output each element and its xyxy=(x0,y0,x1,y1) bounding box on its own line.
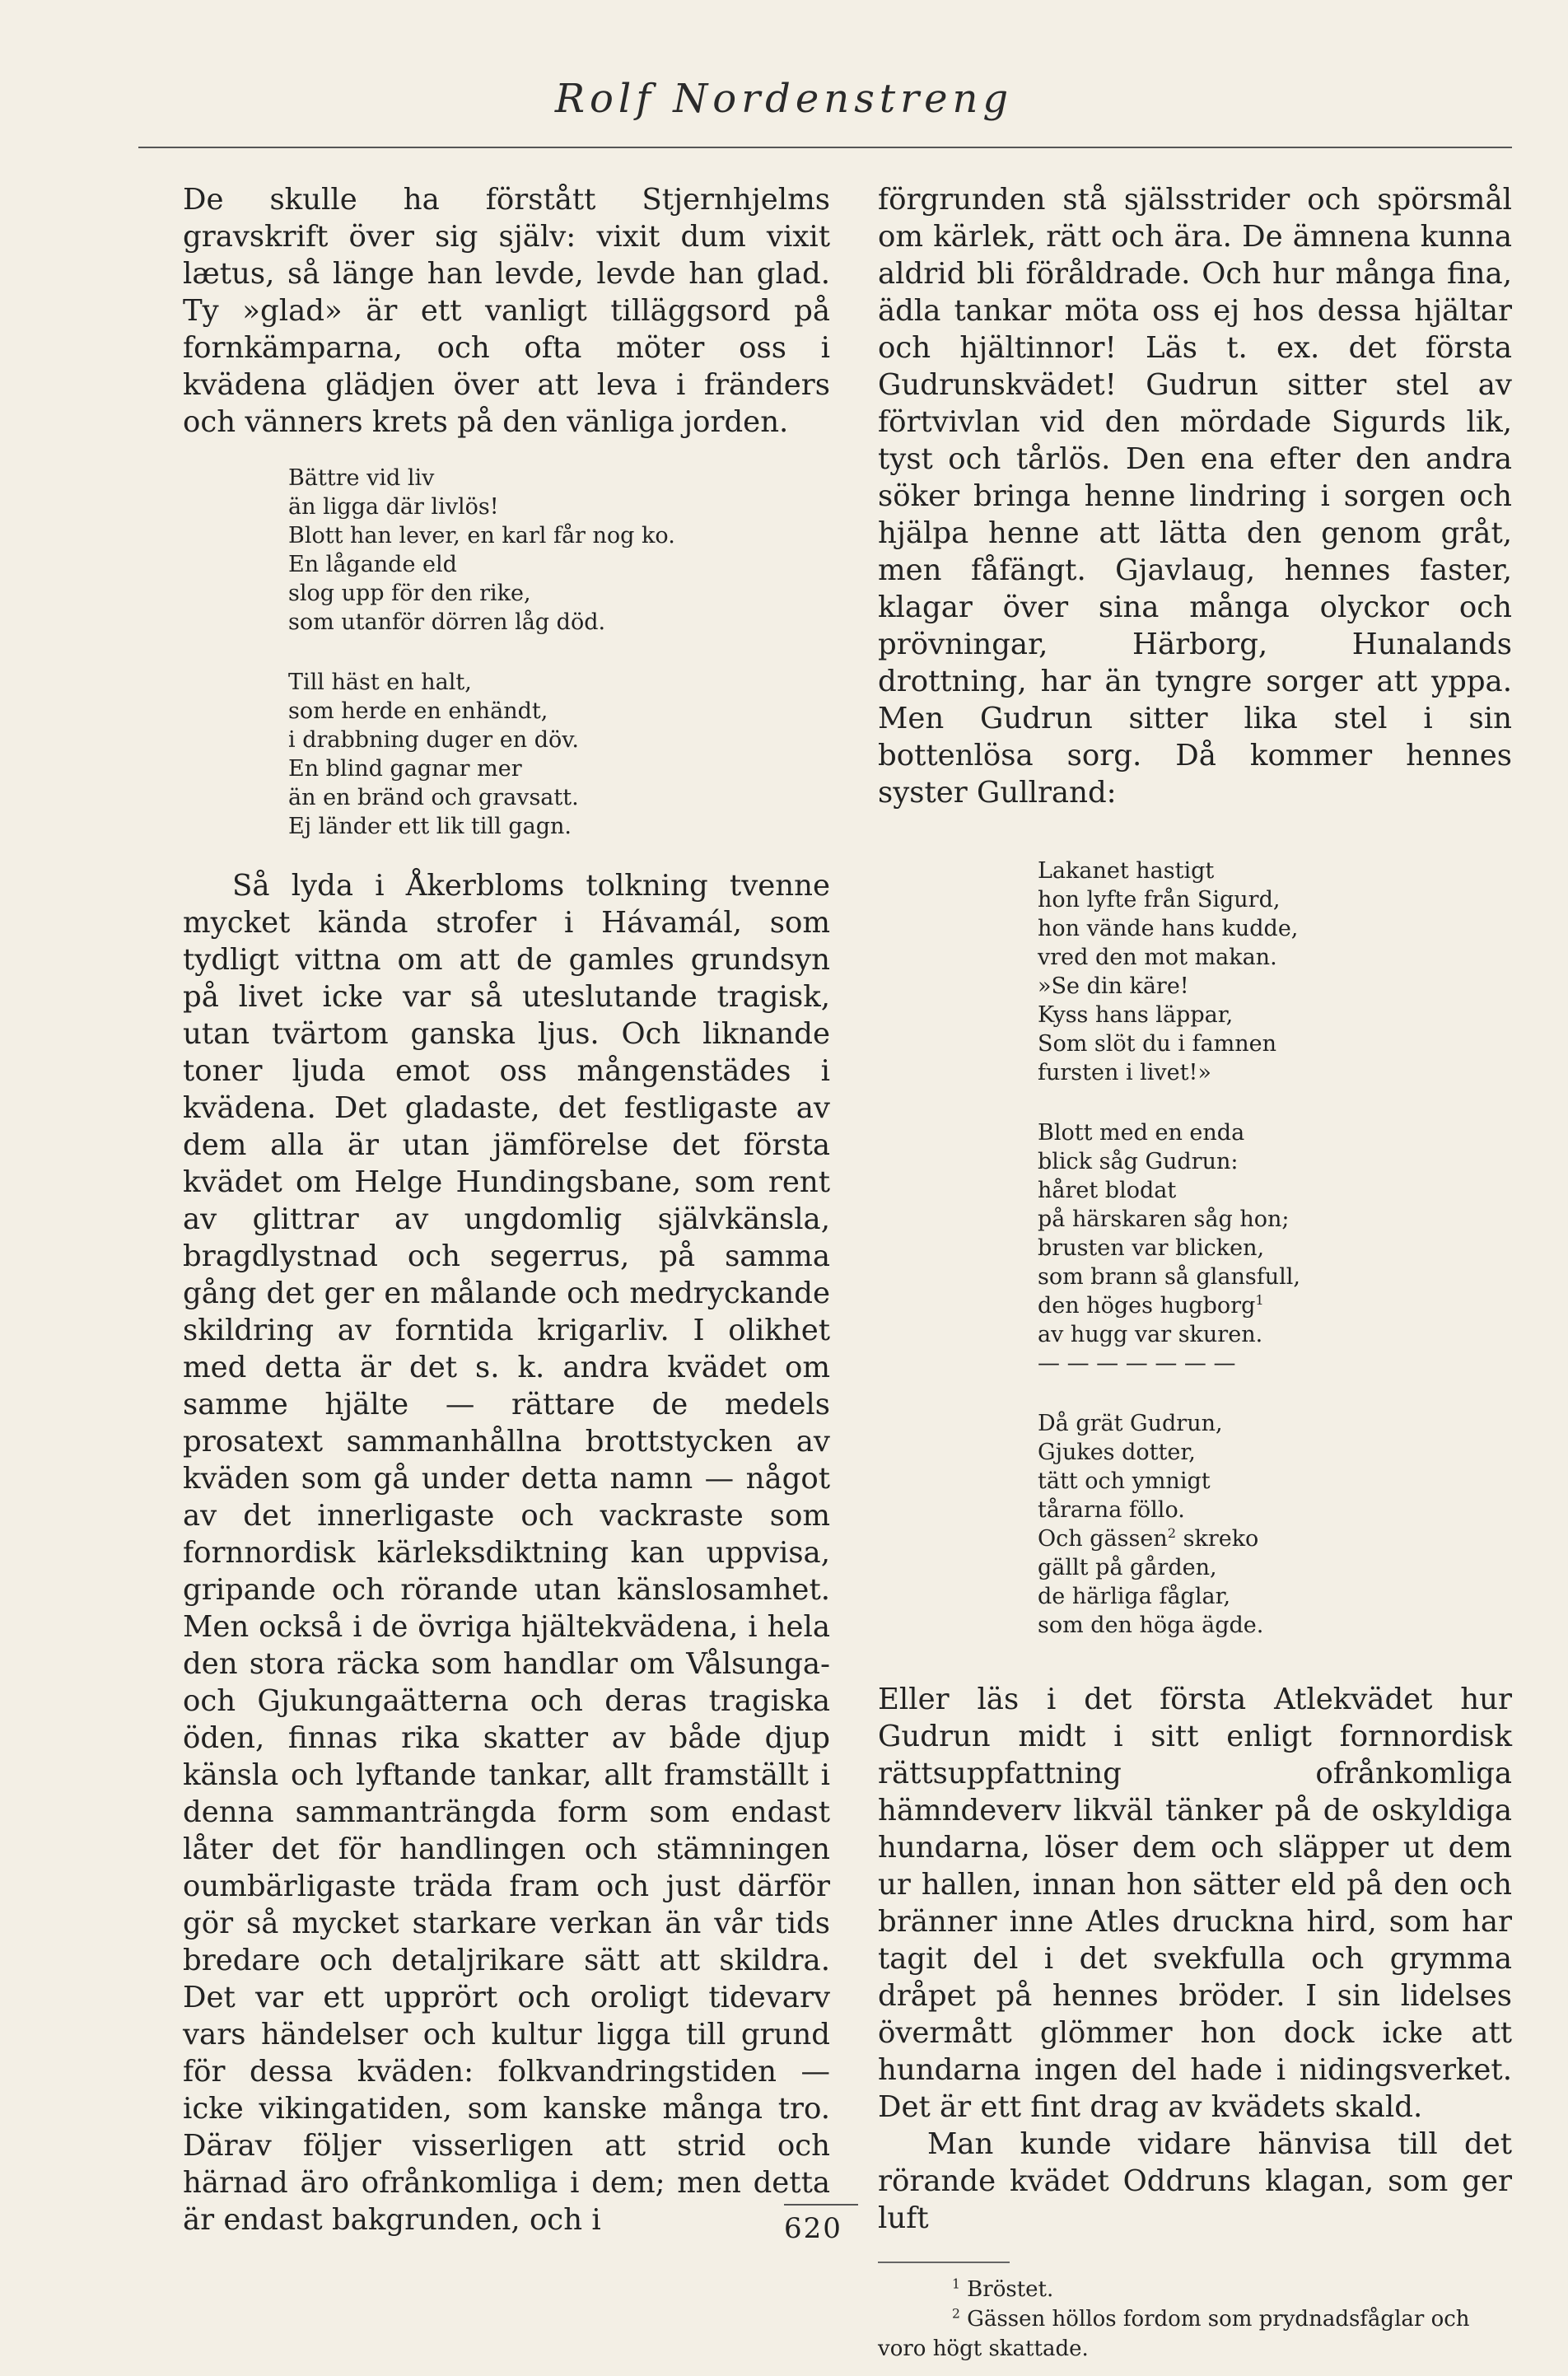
verse-line-text: skreko xyxy=(1176,1526,1259,1552)
stanza xyxy=(1038,857,1512,1087)
verse-havamal xyxy=(288,464,830,841)
footnote-number: 1 xyxy=(952,2276,960,2292)
footnotes xyxy=(878,2275,1512,2364)
verse-line: Då grät Gudrun, xyxy=(1038,1411,1223,1436)
verse-line: Ej länder ett lik till gagn. xyxy=(288,814,572,839)
verse-line: på härskaren såg hon; xyxy=(1038,1207,1290,1232)
verse-line: tätt och ymnigt xyxy=(1038,1468,1211,1494)
verse-line xyxy=(1038,1524,1512,1553)
paragraph: Så lyda i Åkerbloms tolkning tvenne mycket kända strofer i Hávamál, som tydligt vittna om att de gamles grundsyn på livet icke var så uteslutande tragisk, utan tvärtom ganska ljus. Och liknande toner ljuda emot oss mångenstädes i kvädena. Det gladaste, det festligaste av dem alla är utan jämförelse det första kvädet om Helge Hundingsbane, som rent av glittrar av ungdomlig självkänsla, bragdlystnad och segerrus, på samma gång det ger en målande och medryckande skildring av forntida krigarliv. I olikhet med detta är det s. k. andra kvädet om samme hjälte — rättare de medels prosatext sammanhållna brottstycken av kväden som gå under detta namn — något av det innerligaste och vackraste som fornnordisk kärleksdiktning kan uppvisa, gripande och rörande utan känslosamhet. Men också i de övriga hjältekvädena, i hela den stora räcka som handlar om Vålsunga- och Gjukungaätterna och deras tragiska öden, finnas rika skatter av både djup känsla och lyftande tankar, allt framställt i denna sammanträngda form som endast låter det för handlingen och stämningen oumbärligaste träda fram och just därför gör så mycket starkare verkan än vår tids bredare och detaljrikare sätt att skildra. Det var ett upprört och oroligt tidevarv vars händelser och kultur ligga till grund för dessa kväden: folkvandringstiden — icke vikingatiden, som kanske många tro. Därav följer visserligen att strid och härnad äro ofrånkomliga i dem; men detta är endast bakgrunden, och i xyxy=(183,869,830,2237)
verse-line: En blind gagnar mer xyxy=(288,756,522,782)
header-rule xyxy=(138,147,1512,148)
verse-gudrun xyxy=(1038,857,1512,1640)
paragraph: De skulle ha förstått Stjernhjelms gravskrift över sig själv: vixit dum vixit lætus, så länge han levde, levde han glad. Ty »glad» är ett vanligt tilläggsord på fornkämparna, och ofta möter oss i kvädena glädjen över att leva i fränders och vänners krets på den vänliga jorden. xyxy=(183,183,830,439)
left-column xyxy=(183,181,830,2238)
verse-line: Lakanet hastigt xyxy=(1038,858,1215,884)
footnote-rule xyxy=(878,2262,1010,2263)
verse-line: Blott med en enda xyxy=(1038,1120,1245,1146)
verse-line: hon lyfte från Sigurd, xyxy=(1038,887,1281,913)
page-number: 620 xyxy=(784,2212,842,2245)
running-head: Rolf Nordenstreng xyxy=(554,76,1014,122)
verse-line: brusten var blicken, xyxy=(1038,1235,1265,1261)
verse-line: som herde en enhändt, xyxy=(288,698,548,724)
verse-line: som brann så glansfull, xyxy=(1038,1264,1300,1290)
stanza xyxy=(1038,1118,1512,1378)
stanza xyxy=(288,464,830,637)
verse-line: Kyss hans läppar, xyxy=(1038,1002,1234,1028)
verse-line: En lågande eld xyxy=(288,552,457,577)
verse-line: Bättre vid liv xyxy=(288,465,435,491)
footnote-marker: 1 xyxy=(1255,1292,1264,1308)
paragraph: Eller läs i det första Atlekvädet hur Gudrun midt i sitt enligt fornnordisk rättsuppfattning ofrånkomliga hämndeverv likväl tänker på de oskyldiga hundarna, löser dem och släpper ut dem ur hallen, innan hon sätter eld på den och bränner inne Atles druckna hird, som har tagit del i det svekfulla och grymma dråpet på hennes bröder. I sin lidelses övermått glömmer hon dock icke att hundarna ingen del hade i nidingsverket. Det är ett fint drag av kvädets skald. xyxy=(878,1683,1512,2124)
verse-line: Till häst en halt, xyxy=(288,670,472,695)
verse-line: de härliga fåglar, xyxy=(1038,1584,1231,1609)
dash-separator: — — — — — — — xyxy=(1038,1351,1236,1376)
verse-line: håret blodat xyxy=(1038,1178,1177,1203)
right-column xyxy=(878,181,1512,2364)
verse-line: i drabbning duger en döv. xyxy=(288,727,579,753)
paragraph: förgrunden stå själsstrider och spörsmål om kärlek, rätt och ära. De ämnena kunna aldrid bli föråldrade. Och hur många fina, ädla tankar möta oss ej hos dessa hjältar och hjältinnor! Läs t. ex. det första Gudrunskvädet! Gudrun sitter stel av förtvivlan vid den mördade Sigurds lik, tyst och tårlös. Den ena efter den andra söker bringa henne lindring i sorgen och hjälpa henne att lätta den genom gråt, men fåfängt. Gjavlaug, hennes faster, klagar över sina många olyckor och prövningar, Härborg, Hunalands drottning, har än tyngre sorger att yppa. Men Gudrun sitter lika stel i sin bottenlösa sorg. Då kommer hennes syster Gullrand: xyxy=(878,183,1512,810)
footnote-text: Bröstet. xyxy=(959,2277,1054,2302)
verse-line: hon vände hans kudde, xyxy=(1038,916,1299,941)
verse-line-text: den höges hugborg xyxy=(1038,1293,1256,1319)
verse-line: vred den mot makan. xyxy=(1038,945,1277,970)
verse-line: »Se din käre! xyxy=(1038,973,1189,999)
stanza xyxy=(288,668,830,841)
paragraph: Man kunde vidare hänvisa till det rörande kvädet Oddruns klagan, som ger luft xyxy=(878,2127,1512,2235)
footnote-text: Gässen höllos fordom som prydnadsfåglar och voro högt skattade. xyxy=(878,2307,1470,2361)
verse-line xyxy=(1038,1291,1512,1320)
footnote xyxy=(878,2275,1512,2304)
verse-line-text: Och gässen xyxy=(1038,1526,1168,1552)
footnote xyxy=(878,2304,1512,2364)
verse-line: som den höga ägde. xyxy=(1038,1613,1264,1638)
stanza xyxy=(1038,1409,1512,1640)
verse-line: än ligga där livlös! xyxy=(288,494,499,520)
verse-line: gällt på gården, xyxy=(1038,1555,1217,1580)
verse-line: blick såg Gudrun: xyxy=(1038,1149,1239,1174)
verse-line: än en bränd och gravsatt. xyxy=(288,785,579,810)
verse-line: fursten i livet!» xyxy=(1038,1060,1211,1085)
verse-line: slog upp för den rike, xyxy=(288,581,531,606)
verse-line: tårarna föllo. xyxy=(1038,1497,1185,1523)
footnote-marker: 2 xyxy=(1167,1525,1177,1541)
verse-line: Gjukes dotter, xyxy=(1038,1440,1196,1465)
footnote-number: 2 xyxy=(952,2306,960,2322)
verse-line: Blott han lever, en karl får nog ko. xyxy=(288,523,675,548)
page-number-rule xyxy=(784,2204,858,2206)
verse-line: av hugg var skuren. xyxy=(1038,1322,1263,1347)
verse-line: som utanför dörren låg död. xyxy=(288,609,606,635)
verse-line: Som slöt du i famnen xyxy=(1038,1031,1277,1057)
